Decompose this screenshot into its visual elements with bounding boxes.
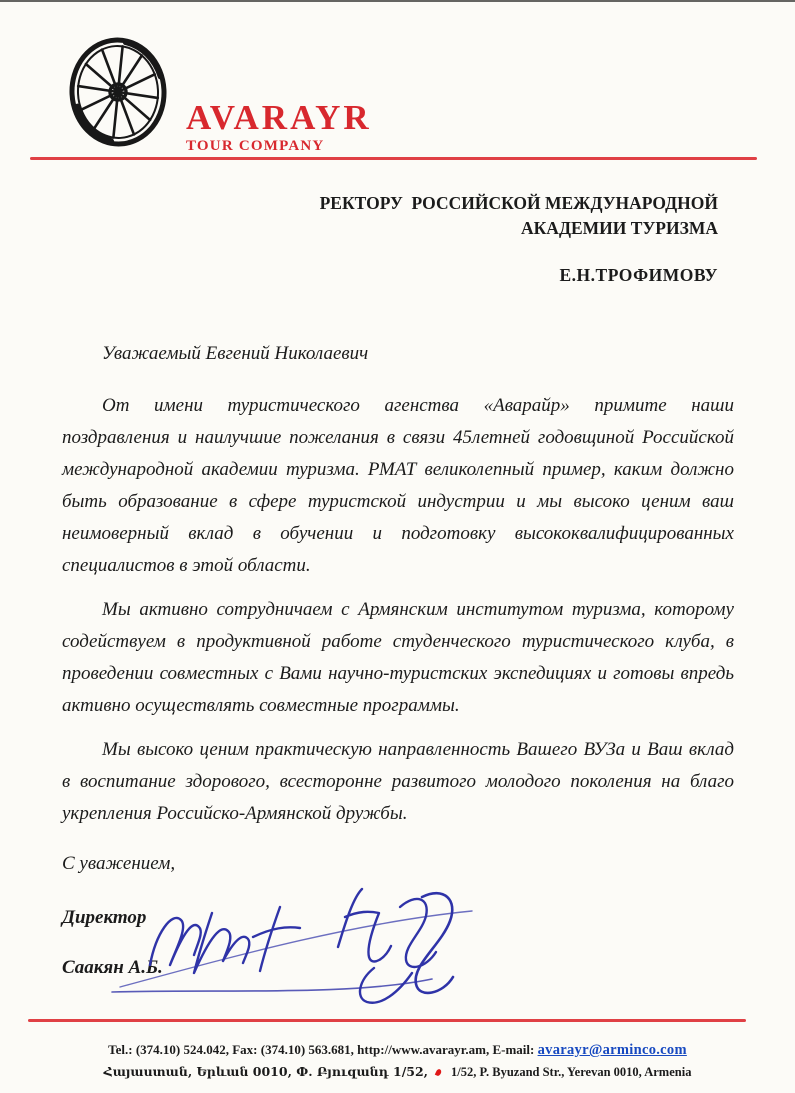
closing: С уважением, bbox=[62, 853, 176, 874]
header-rule bbox=[30, 157, 757, 160]
letter-body bbox=[62, 338, 734, 984]
salutation: Уважаемый Евгений Николаевич bbox=[102, 343, 369, 364]
body-line: проведении совместных с Вами научно-туристских экспедициях и готовы впредь bbox=[62, 663, 734, 684]
recipient-block bbox=[320, 191, 718, 288]
recipient-line: АКАДЕМИИ ТУРИЗМА bbox=[520, 218, 718, 238]
body-line: неимоверный вклад в обучении и подготовку высококвалифицированных bbox=[62, 523, 734, 544]
body-line: Мы высоко ценим практическую направленность Вашего ВУЗа и Ваш вклад bbox=[102, 739, 734, 760]
body-line: содействуем в продуктивной работе студенческого туристического клуба, в bbox=[62, 631, 734, 652]
footer-tel-fax-web: Tel.: (374.10) 524.042, Fax: (374.10) 563.681, http://www.avarayr.am, E-mail: bbox=[108, 1042, 538, 1057]
body-line: Мы активно сотрудничаем с Армянским институтом туризма, которому bbox=[102, 599, 734, 620]
body-line: в воспитание здорового, всесторонне развитого молодого поколения на благо bbox=[62, 771, 734, 792]
scan-edge bbox=[0, 0, 795, 2]
signer-title: Директор bbox=[62, 907, 147, 928]
body-line: поздравления и наилучшие пожелания в связи 45летней годовщиной Российской bbox=[62, 427, 734, 448]
body-line: быть образование в сфере туристской индустрии и мы высоко ценим ваш bbox=[62, 491, 734, 512]
wagon-wheel-icon bbox=[66, 34, 170, 150]
company-name: AVARAYR bbox=[186, 98, 372, 137]
recipient-name: Е.Н.ТРОФИМОВУ bbox=[559, 265, 718, 285]
paragraph bbox=[62, 594, 734, 722]
footer-address-english: 1/52, P. Byuzand Str., Yerevan 0010, Armenia bbox=[451, 1065, 692, 1079]
body-line: укрепления Российско-Армянской дружбы. bbox=[62, 803, 408, 824]
paragraph bbox=[62, 734, 734, 830]
body-line: специалистов в этой области. bbox=[62, 555, 311, 576]
footer-address-armenian: Հայաստան, Երևան 0010, Փ. Բյուզանդ 1/52, bbox=[103, 1064, 429, 1079]
footer-line-1 bbox=[30, 1038, 765, 1062]
paragraph bbox=[62, 390, 734, 582]
signer-name: Саакян А.Б. bbox=[62, 957, 163, 978]
body-line: международной академии туризма. РМАТ великолепный пример, каким должно bbox=[62, 459, 734, 480]
footer-line-2 bbox=[30, 1062, 765, 1082]
body-line: активно осуществлять совместные программы. bbox=[62, 695, 460, 716]
body-line: От имени туристического агенства «Аварайр» примите наши bbox=[102, 395, 734, 416]
red-bullet-icon bbox=[435, 1068, 442, 1076]
footer-rule bbox=[28, 1019, 746, 1022]
email-link[interactable]: avarayr@arminco.com bbox=[537, 1042, 687, 1058]
letterhead-brand bbox=[186, 100, 372, 155]
recipient-line: РЕКТОРУ РОССИЙСКОЙ МЕЖДУНАРОДНОЙ bbox=[319, 193, 718, 213]
footer-contacts bbox=[30, 1038, 765, 1082]
company-tagline: TOUR COMPANY bbox=[186, 138, 325, 154]
